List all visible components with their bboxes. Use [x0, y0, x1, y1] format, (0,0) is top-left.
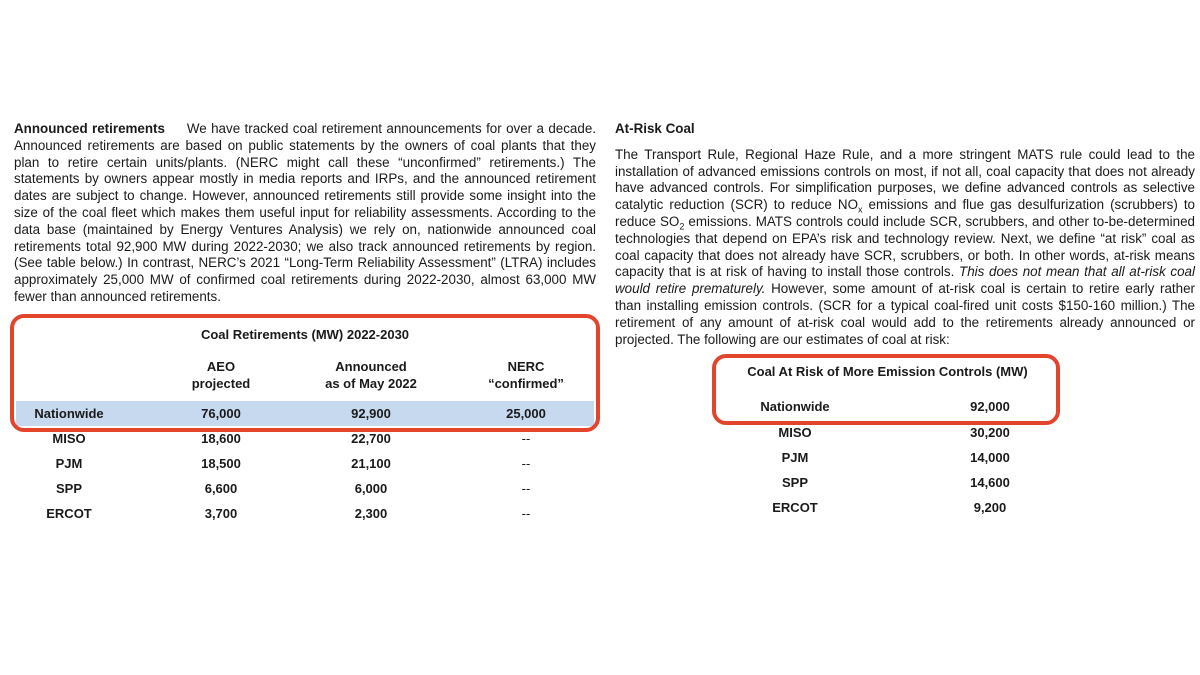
- table-row: [715, 495, 1060, 520]
- nerc-cell: --: [521, 506, 531, 521]
- at-risk-text-3: emissions. MATS controls could include SCR, scrubbers, and other to-be-determined technologies that depend on EPA’s risk and technology review. Next, we define “at risk” coal as coal capacity that does not already have SCR, scrubbers, or both. In other words, at-risk means capacity that is at risk of having to install those controls.: [615, 213, 1195, 280]
- announced-cell: 22,700: [351, 431, 391, 446]
- region-cell: Nationwide: [760, 399, 830, 414]
- table-row: [16, 476, 594, 501]
- announced-cell: 2,300: [354, 506, 388, 521]
- announced-retirements-heading: Announced retirements: [14, 121, 165, 136]
- value-cell: 14,000: [970, 450, 1010, 465]
- nerc-cell: 25,000: [506, 406, 546, 421]
- value-cell: 9,200: [973, 500, 1007, 515]
- announced-retirements-paragraph: [14, 121, 596, 306]
- table-row: [16, 501, 594, 526]
- nerc-cell: --: [521, 456, 531, 471]
- region-cell: Nationwide: [34, 406, 104, 421]
- header-nerc-line1: NERC: [507, 359, 545, 374]
- header-nerc-line2: “confirmed”: [488, 376, 564, 391]
- aeo-cell: 18,600: [201, 431, 241, 446]
- nerc-cell: --: [521, 481, 531, 496]
- announced-retirements-section: [14, 121, 596, 306]
- at-risk-coal-section: [615, 121, 1195, 348]
- header-announced-line1: Announced: [335, 359, 407, 374]
- value-cell: 14,600: [970, 475, 1010, 490]
- region-cell: ERCOT: [772, 500, 818, 515]
- header-announced-line2: as of May 2022: [325, 376, 417, 391]
- region-cell: SPP: [781, 475, 808, 490]
- table-row: [715, 445, 1060, 470]
- region-cell: MISO: [778, 425, 812, 440]
- aeo-cell: 3,700: [204, 506, 238, 521]
- region-cell: PJM: [55, 456, 83, 471]
- header-aeo-line1: AEO: [206, 359, 236, 374]
- aeo-cell: 6,600: [204, 481, 238, 496]
- announced-cell: 21,100: [351, 456, 391, 471]
- coal-at-risk-highlight-box: [712, 354, 1060, 425]
- announced-cell: 92,900: [351, 406, 391, 421]
- region-cell: ERCOT: [46, 506, 92, 521]
- table-row: [715, 470, 1060, 495]
- aeo-cell: 76,000: [201, 406, 241, 421]
- table-row: [16, 451, 594, 476]
- nerc-cell: --: [521, 431, 531, 446]
- aeo-cell: 18,500: [201, 456, 241, 471]
- coal-retirements-highlight-box: [10, 314, 600, 432]
- region-cell: MISO: [52, 431, 86, 446]
- coal-at-risk-table-title: Coal At Risk of More Emission Controls (MW): [747, 364, 1028, 379]
- value-cell: 30,200: [970, 425, 1010, 440]
- so2-subscript: 2: [679, 221, 685, 232]
- region-cell: SPP: [55, 481, 82, 496]
- value-cell: 92,000: [970, 399, 1010, 414]
- at-risk-text-4: However, some amount of at-risk coal is certain to retire early rather than installing emission controls. (SCR for a typical coal-fired unit costs $150-160 million.) The retirement of any amount of at-risk coal would add to the retirements already announced or projected. The following are our estimates of coal at risk:: [615, 281, 1195, 347]
- announced-retirements-text: We have tracked coal retirement announcements for over a decade. Announced retirements are based on public statements by the owners of coal plants that they plan to retire certain units/plants. (NERC might call these “unconfirmed” retirements.) The statements by owners appear mostly in media reports and IRPs, and the announced retirement dates are subject to change. However, announced retirements still provide some insight into the size of the coal fleet which makes them useful input for reliability assessments. According to the data base (maintained by Energy Ventures Analysis) we rely on, nationwide announced coal retirements total 92,900 MW during 2022-2030; we also track announced retirements by region. (See table below.) In contrast, NERC’s 2021 “Long-Term Reliability Assessment” (LTRA) includes approximately 25,000 MW of confirmed coal retirements during 2022-2030, almost 63,000 MW fewer than announced retirements.: [14, 121, 596, 304]
- region-cell: PJM: [781, 450, 809, 465]
- at-risk-italic-text: This does not mean that all at-risk coal would retire prematurely.: [615, 264, 1195, 297]
- coal-retirements-table-title: Coal Retirements (MW) 2022-2030: [200, 327, 410, 342]
- at-risk-text-1: The Transport Rule, Regional Haze Rule, and a more stringent MATS rule could lead to the installation of advanced emissions controls on most, if not all, coal capacity that does not already have advanced controls. For simplification purposes, we define advanced controls as selective catalytic reduction (SCR) to reduce NO: [615, 146, 1195, 213]
- at-risk-coal-heading: At-Risk Coal: [615, 121, 695, 136]
- announced-cell: 6,000: [354, 481, 388, 496]
- at-risk-coal-paragraph: [615, 147, 1195, 349]
- at-risk-text-2: emissions and flue gas desulfurization (scrubbers) to reduce SO: [615, 197, 1195, 229]
- nox-subscript: x: [858, 204, 863, 215]
- header-aeo-line2: projected: [191, 376, 251, 391]
